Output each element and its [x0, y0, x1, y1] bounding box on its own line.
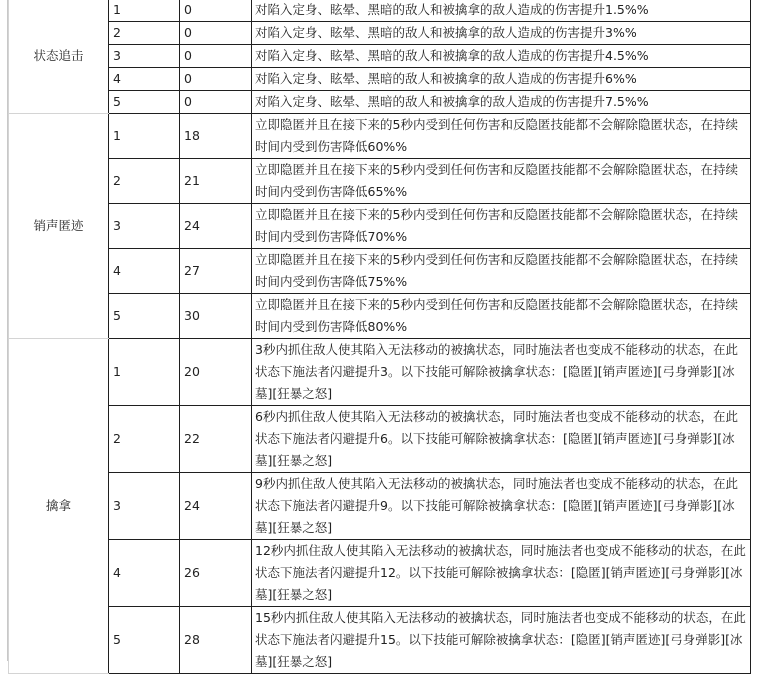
description-cell[interactable]: 立即隐匿并且在接下来的5秒内受到任何伤害和反隐匿技能都不会解除隐匿状态，在持续时间内受到伤害降低65%% — [252, 159, 751, 204]
level-cell[interactable]: 5 — [109, 294, 180, 339]
table-row — [9, 22, 751, 45]
cost-cell[interactable]: 21 — [180, 159, 252, 204]
cost-cell[interactable]: 0 — [180, 0, 252, 22]
skill-name-cell[interactable]: 销声匿迹 — [9, 114, 109, 339]
level-cell[interactable]: 5 — [109, 607, 180, 674]
level-cell[interactable]: 2 — [109, 159, 180, 204]
table-row — [9, 204, 751, 249]
description-cell[interactable]: 对陷入定身、眩晕、黑暗的敌人和被擒拿的敌人造成的伤害提升4.5%% — [252, 45, 751, 68]
cost-cell[interactable]: 0 — [180, 22, 252, 45]
description-cell[interactable]: 对陷入定身、眩晕、黑暗的敌人和被擒拿的敌人造成的伤害提升1.5%% — [252, 0, 751, 22]
cost-cell[interactable]: 27 — [180, 249, 252, 294]
skill-name-cell[interactable]: 状态追击 — [9, 0, 109, 114]
level-cell[interactable]: 3 — [109, 473, 180, 540]
description-cell[interactable]: 对陷入定身、眩晕、黑暗的敌人和被擒拿的敌人造成的伤害提升3%% — [252, 22, 751, 45]
table-row — [9, 294, 751, 339]
level-cell[interactable]: 1 — [109, 0, 180, 22]
level-cell[interactable]: 4 — [109, 540, 180, 607]
table-row — [9, 0, 751, 22]
table-row — [9, 159, 751, 204]
level-cell[interactable]: 3 — [109, 204, 180, 249]
level-cell[interactable]: 5 — [109, 91, 180, 114]
table-row — [9, 45, 751, 68]
cost-cell[interactable]: 22 — [180, 406, 252, 473]
level-cell[interactable]: 1 — [109, 339, 180, 406]
table-row — [9, 114, 751, 159]
table-row — [9, 91, 751, 114]
description-cell[interactable]: 12秒内抓住敌人使其陷入无法移动的被擒状态，同时施法者也变成不能移动的状态，在此状态下施法者闪避提升12。以下技能可解除被擒拿状态：[隐匿][销声匿迹][弓身弹影][冰墓][狂暴之怒] — [252, 540, 751, 607]
skill-table — [8, 0, 751, 674]
table-row — [9, 473, 751, 540]
table-row — [9, 607, 751, 674]
description-cell[interactable]: 立即隐匿并且在接下来的5秒内受到任何伤害和反隐匿技能都不会解除隐匿状态，在持续时间内受到伤害降低75%% — [252, 249, 751, 294]
cost-cell[interactable]: 24 — [180, 473, 252, 540]
cost-cell[interactable]: 0 — [180, 68, 252, 91]
description-cell[interactable]: 立即隐匿并且在接下来的5秒内受到任何伤害和反隐匿技能都不会解除隐匿状态，在持续时间内受到伤害降低60%% — [252, 114, 751, 159]
level-cell[interactable]: 1 — [109, 114, 180, 159]
level-cell[interactable]: 2 — [109, 406, 180, 473]
level-cell[interactable]: 3 — [109, 45, 180, 68]
row-header-edge — [0, 0, 8, 661]
description-cell[interactable]: 立即隐匿并且在接下来的5秒内受到任何伤害和反隐匿技能都不会解除隐匿状态，在持续时间内受到伤害降低70%% — [252, 204, 751, 249]
table-row — [9, 339, 751, 406]
cost-cell[interactable]: 0 — [180, 91, 252, 114]
table-row — [9, 68, 751, 91]
level-cell[interactable]: 2 — [109, 22, 180, 45]
table-row — [9, 540, 751, 607]
cost-cell[interactable]: 26 — [180, 540, 252, 607]
cost-cell[interactable]: 0 — [180, 45, 252, 68]
description-cell[interactable]: 立即隐匿并且在接下来的5秒内受到任何伤害和反隐匿技能都不会解除隐匿状态，在持续时间内受到伤害降低80%% — [252, 294, 751, 339]
cost-cell[interactable]: 18 — [180, 114, 252, 159]
table-row — [9, 406, 751, 473]
cost-cell[interactable]: 24 — [180, 204, 252, 249]
description-cell[interactable]: 9秒内抓住敌人使其陷入无法移动的被擒状态，同时施法者也变成不能移动的状态，在此状态下施法者闪避提升9。以下技能可解除被擒拿状态：[隐匿][销声匿迹][弓身弹影][冰墓][狂暴之怒] — [252, 473, 751, 540]
level-cell[interactable]: 4 — [109, 249, 180, 294]
description-cell[interactable]: 3秒内抓住敌人使其陷入无法移动的被擒状态，同时施法者也变成不能移动的状态，在此状态下施法者闪避提升3。以下技能可解除被擒拿状态：[隐匿][销声匿迹][弓身弹影][冰墓][狂暴之怒] — [252, 339, 751, 406]
cost-cell[interactable]: 30 — [180, 294, 252, 339]
skill-name-cell[interactable]: 擒拿 — [9, 339, 109, 674]
description-cell[interactable]: 15秒内抓住敌人使其陷入无法移动的被擒状态，同时施法者也变成不能移动的状态，在此状态下施法者闪避提升15。以下技能可解除被擒拿状态：[隐匿][销声匿迹][弓身弹影][冰墓][狂暴之怒] — [252, 607, 751, 674]
description-cell[interactable]: 对陷入定身、眩晕、黑暗的敌人和被擒拿的敌人造成的伤害提升7.5%% — [252, 91, 751, 114]
description-cell[interactable]: 6秒内抓住敌人使其陷入无法移动的被擒状态，同时施法者也变成不能移动的状态，在此状态下施法者闪避提升6。以下技能可解除被擒拿状态：[隐匿][销声匿迹][弓身弹影][冰墓][狂暴之怒] — [252, 406, 751, 473]
cost-cell[interactable]: 28 — [180, 607, 252, 674]
description-cell[interactable]: 对陷入定身、眩晕、黑暗的敌人和被擒拿的敌人造成的伤害提升6%% — [252, 68, 751, 91]
table-row — [9, 249, 751, 294]
level-cell[interactable]: 4 — [109, 68, 180, 91]
cost-cell[interactable]: 20 — [180, 339, 252, 406]
